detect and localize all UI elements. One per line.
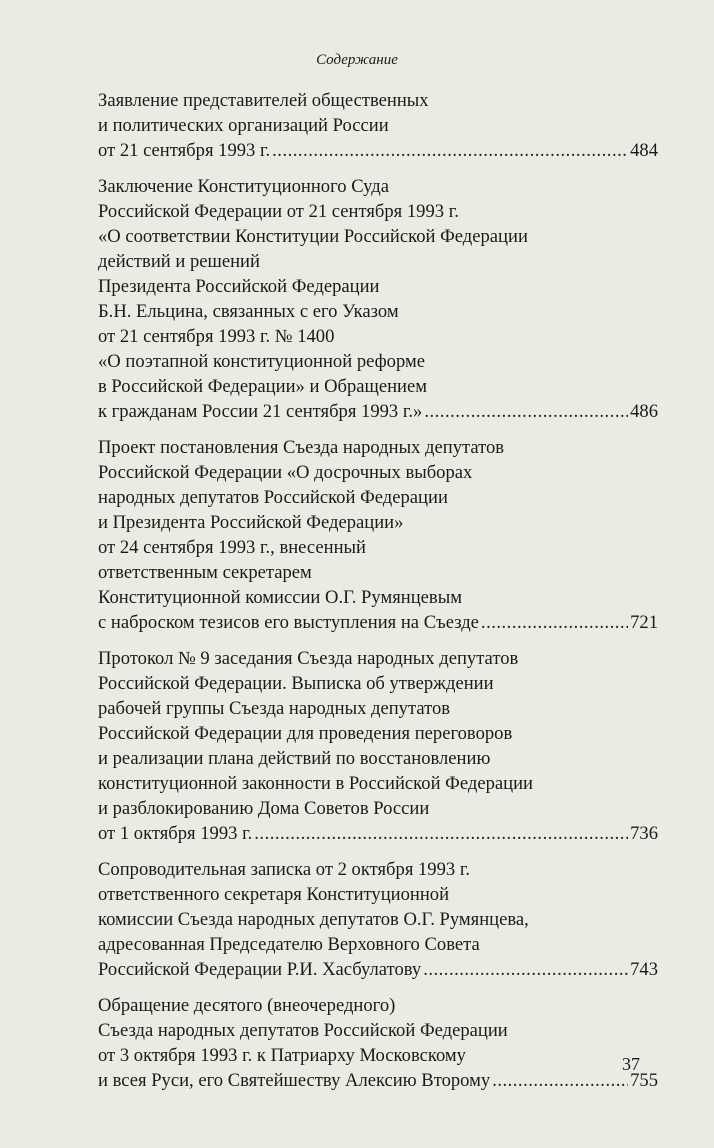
toc-entry-line: Сопроводительная записка от 2 октября 1993 г. xyxy=(98,859,471,880)
toc-entry-line: и всея Руси, его Святейшеству Алексию Второму xyxy=(98,1070,491,1091)
toc-entry-line: Съезда народных депутатов Российской Федерации xyxy=(98,1020,508,1041)
toc-entry xyxy=(98,993,658,1093)
toc-entry-line: и Президента Российской Федерации» xyxy=(98,512,404,533)
toc-entry-final-line xyxy=(98,957,658,982)
toc-entry-line: Обращение десятого (внеочередного) xyxy=(98,995,396,1016)
toc-entry-line: с наброском тезисов его выступления на Съезде xyxy=(98,612,479,633)
page-number: 743 xyxy=(630,959,658,980)
toc-entry-line: Президента Российской Федерации xyxy=(98,276,380,297)
toc-entry-line: «О поэтапной конституционной реформе xyxy=(98,351,425,372)
dot-leader xyxy=(424,399,628,424)
toc-entry xyxy=(98,646,658,846)
toc-entry-line: рабочей группы Съезда народных депутатов xyxy=(98,698,451,719)
toc-entry-final-line xyxy=(98,1068,658,1093)
page-number: 486 xyxy=(630,401,658,422)
toc-entry-line: Российской Федерации для проведения переговоров xyxy=(98,723,513,744)
toc-entry xyxy=(98,435,658,635)
dot-leader xyxy=(272,138,628,163)
toc-entry-line: Российской Федерации «О досрочных выборах xyxy=(98,462,473,483)
toc-entry-line: адресованная Председателю Верховного Совета xyxy=(98,934,480,955)
dot-leader xyxy=(254,821,628,846)
table-of-contents xyxy=(98,88,658,1104)
toc-entry-line: и политических организаций России xyxy=(98,115,389,136)
toc-entry-line: Российской Федерации Р.И. Хасбулатову xyxy=(98,959,422,980)
toc-entry-line: конституционной законности в Российской Федерации xyxy=(98,773,533,794)
dot-leader xyxy=(481,610,628,635)
toc-entry-line: от 1 октября 1993 г. xyxy=(98,823,253,844)
page-number: 721 xyxy=(630,612,658,633)
toc-entry-line: Заявление представителей общественных xyxy=(98,90,429,111)
toc-entry xyxy=(98,174,658,424)
toc-entry-line: и разблокированию Дома Советов России xyxy=(98,798,430,819)
toc-entry-line: Протокол № 9 заседания Съезда народных депутатов xyxy=(98,648,519,669)
dot-leader xyxy=(423,957,628,982)
toc-entry-final-line xyxy=(98,138,658,163)
toc-entry xyxy=(98,857,658,982)
toc-entry-line: от 21 сентября 1993 г. xyxy=(98,140,271,161)
toc-entry-line: «О соответствии Конституции Российской Федерации xyxy=(98,226,528,247)
toc-entry-line: Б.Н. Ельцина, связанных с его Указом xyxy=(98,301,399,322)
toc-entry-line: Заключение Конституционного Суда xyxy=(98,176,389,197)
toc-entry-line: от 3 октября 1993 г. к Патриарху Московскому xyxy=(98,1045,466,1066)
toc-entry-line: ответственным секретарем xyxy=(98,562,312,583)
toc-entry-line: действий и решений xyxy=(98,251,260,272)
toc-entry-final-line xyxy=(98,821,658,846)
toc-entry-line: Конституционной комиссии О.Г. Румянцевым xyxy=(98,587,462,608)
folio-page-number: 37 xyxy=(622,1054,640,1074)
toc-entry-line: ответственного секретаря Конституционной xyxy=(98,884,450,905)
toc-entry-line: Проект постановления Съезда народных депутатов xyxy=(98,437,505,458)
toc-entry-line: народных депутатов Российской Федерации xyxy=(98,487,448,508)
toc-entry-final-line xyxy=(98,399,658,424)
toc-entry-line: от 21 сентября 1993 г. № 1400 xyxy=(98,326,335,347)
running-head: Содержание xyxy=(316,52,398,68)
toc-entry-line: в Российской Федерации» и Обращением xyxy=(98,376,427,397)
toc-entry-line: и реализации плана действий по восстановлению xyxy=(98,748,491,769)
dot-leader xyxy=(492,1068,628,1093)
toc-entry-line: Российской Федерации от 21 сентября 1993 г. xyxy=(98,201,459,222)
page-number: 736 xyxy=(630,823,658,844)
toc-entry-line: к гражданам России 21 сентября 1993 г.» xyxy=(98,401,423,422)
page-number: 484 xyxy=(630,140,658,161)
toc-entry xyxy=(98,88,658,163)
toc-entry-line: Российской Федерации. Выписка об утверждении xyxy=(98,673,494,694)
toc-entry-final-line xyxy=(98,610,658,635)
toc-entry-line: комиссии Съезда народных депутатов О.Г. Румянцева, xyxy=(98,909,529,930)
toc-entry-line: от 24 сентября 1993 г., внесенный xyxy=(98,537,366,558)
page-number: 755 xyxy=(630,1070,658,1091)
